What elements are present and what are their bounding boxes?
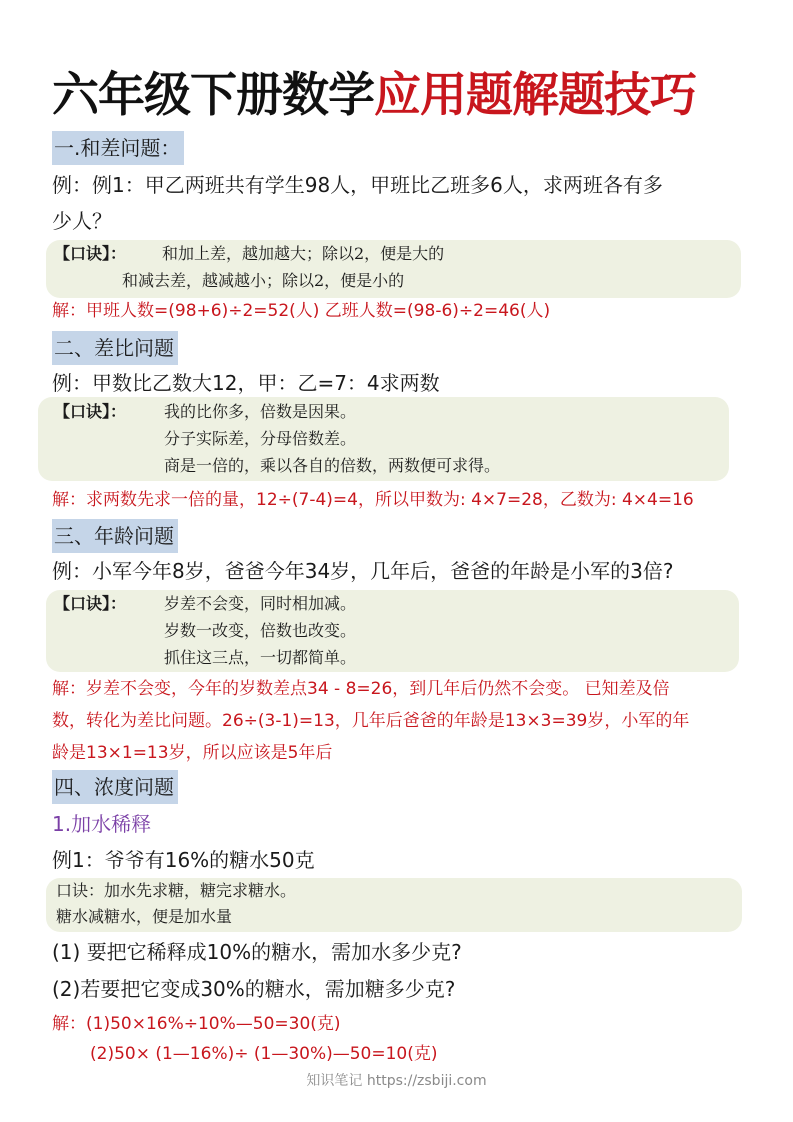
title-part-black: 六年级下册数学 [52,68,374,123]
section-header-age: 三、年龄问题 [52,519,178,553]
section-header-difference-ratio: 二、差比问题 [52,331,178,365]
section-header-concentration: 四、浓度问题 [52,770,178,804]
tip-key: 【口诀】： [54,402,127,421]
tip-line: 分子实际差，分母倍数差。 [164,429,357,448]
tip-box [46,590,739,672]
question-text: (1) 要把它稀释成10%的糖水，需加水多少克? [52,940,462,964]
example-text: 例1：爷爷有16%的糖水50克 [52,848,315,872]
section-header-sum-difference: 一.和差问题： [52,131,184,165]
answer-text-cont: 数，转化为差比问题。26÷(3-1)=13，几年后爸爸的年龄是13×3=39岁，小军的年 [52,711,690,731]
answer-text-cont: 龄是13×1=13岁，所以应该是5年后 [52,743,333,763]
example-text: 例：甲数比乙数大12，甲：乙=7：4求两数 [52,371,440,395]
tip-line: 岁数一改变，倍数也改变。 [164,621,357,640]
tip-line: 口诀：加水先求糖，糖完求糖水。 [56,881,297,900]
answer-text-cont: (2)50× (1—16%)÷ (1—30%)—50=10(克) [90,1044,438,1064]
question-text: (2)若要把它变成30%的糖水，需加糖多少克? [52,977,456,1001]
tip-key: 【口诀】： [54,244,127,263]
tip-line: 我的比你多，倍数是因果。 [164,402,357,421]
tip-line: 商是一倍的，乘以各自的倍数，两数便可求得。 [164,456,501,475]
page-title [52,58,696,125]
subsection-title: 1.加水稀释 [52,812,152,836]
title-part-red: 应用题解题技巧 [374,68,696,123]
tip-line: 岁差不会变，同时相加减。 [164,594,357,613]
answer-text: 解：(1)50×16%÷10%—50=30(克) [52,1014,341,1034]
example-text-cont: 少人？ [52,209,112,233]
tip-line: 和减去差，越减越小；除以2，便是小的 [122,271,405,290]
answer-text: 解：求两数先求一倍的量，12÷(7-4)=4，所以甲数为: 4×7=28，乙数为: 4×4=16 [52,490,694,510]
footer-watermark: 知识笔记 https://zsbiji.com [306,1073,487,1089]
example-text: 例：例1：甲乙两班共有学生98人，甲班比乙班多6人，求两班各有多 [52,173,663,197]
tip-line: 糖水减糖水，便是加水量 [56,907,233,926]
answer-text: 解：甲班人数=(98+6)÷2=52(人) 乙班人数=(98-6)÷2=46(人) [52,301,551,321]
answer-text: 解：岁差不会变，今年的岁数差点34 - 8=26，到几年后仍然不会变。 已知差及倍 [52,679,670,699]
tip-box [46,878,742,932]
tip-key: 【口诀】： [54,594,127,613]
example-text: 例：小军今年8岁，爸爸今年34岁，几年后，爸爸的年龄是小军的3倍? [52,559,674,583]
tip-line: 抓住这三点，一切都简单。 [164,648,357,667]
tip-box [38,397,729,481]
tip-box [46,240,741,298]
tip-line: 和加上差，越加越大；除以2，便是大的 [162,244,445,263]
